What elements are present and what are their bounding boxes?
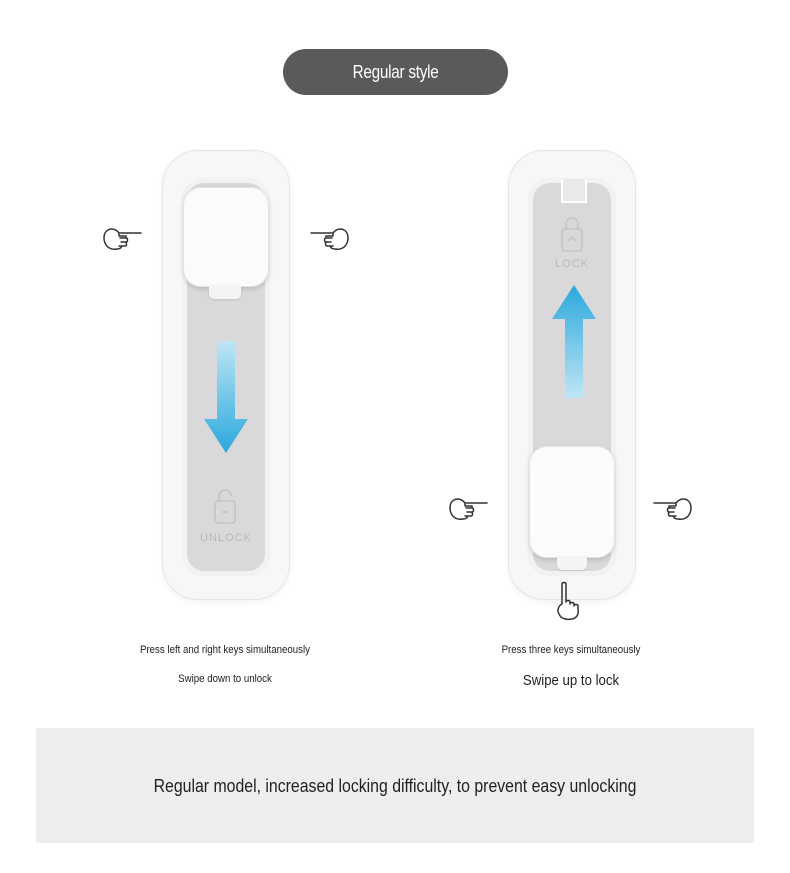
banner-text: Regular model, increased locking difficulty, to prevent easy unlocking	[153, 776, 637, 796]
pointing-hand-left-icon	[309, 224, 349, 252]
left-device	[162, 150, 290, 600]
pointing-hand-right-icon	[449, 494, 489, 522]
lock-label: LOCK	[555, 258, 589, 270]
arrow-up-icon	[549, 283, 599, 398]
left-caption-line1: Press left and right keys simultaneously	[139, 644, 311, 656]
right-device	[508, 150, 636, 600]
right-knob-tab	[557, 556, 587, 570]
pointing-hand-left-icon	[652, 494, 692, 522]
left-knob-tab	[209, 285, 241, 299]
info-banner	[36, 728, 754, 843]
padlock-icon	[213, 487, 237, 525]
pointing-hand-up-icon	[553, 582, 581, 622]
pointing-hand-right-icon	[103, 224, 143, 252]
padlock-icon	[560, 215, 584, 253]
right-caption-line2: Swipe up to lock	[522, 672, 620, 689]
arrow-down-icon	[201, 341, 251, 456]
unlock-label: UNLOCK	[200, 532, 252, 544]
right-caption-line1: Press three keys simultaneously	[501, 644, 641, 656]
style-title: Regular style	[352, 61, 439, 82]
right-slider-knob[interactable]	[529, 446, 615, 558]
left-slider-knob[interactable]	[183, 187, 269, 287]
style-title-pill	[283, 49, 508, 95]
left-caption-line2: Swipe down to unlock	[178, 673, 272, 685]
right-track-slot	[561, 179, 587, 203]
